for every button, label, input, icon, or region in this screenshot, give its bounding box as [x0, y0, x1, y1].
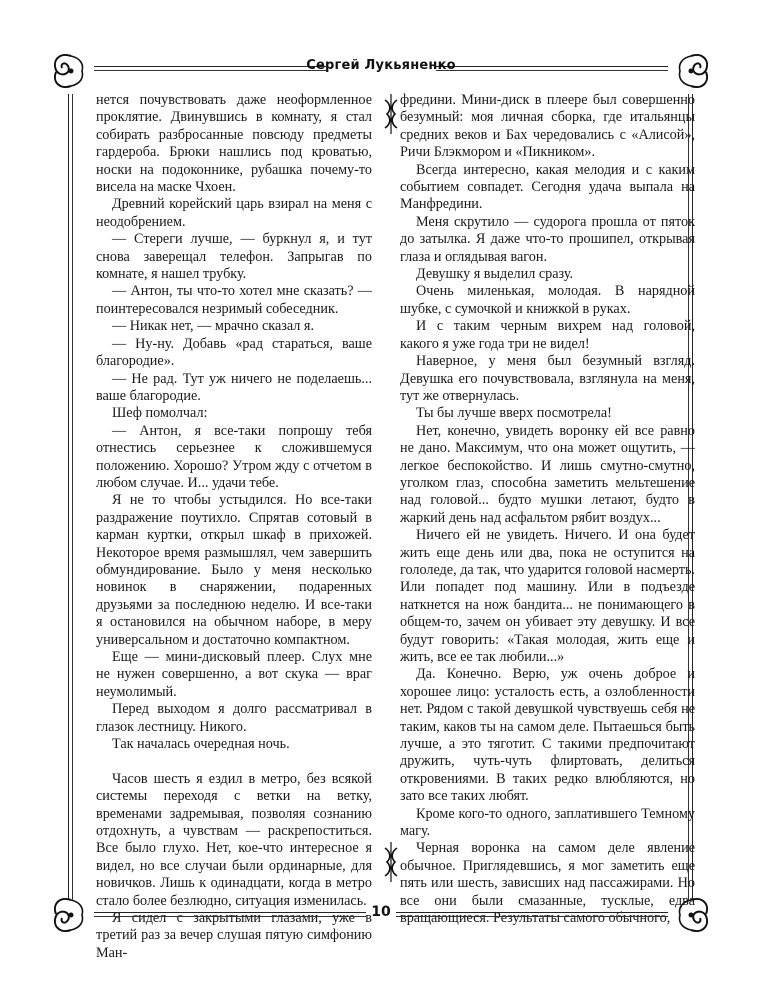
- paragraph: фредини. Мини-диск в плеере был совершенно безумный: моя личная сборка, где итальянцы средних веков и Бах чередовались с «Алисой», Ричи Блэкмором и «Пикником».: [400, 92, 695, 161]
- frame-line-left-thin: [72, 94, 73, 900]
- paragraph: — Ну-ну. Добавь «рад стараться, ваше благородие».: [96, 335, 372, 370]
- paragraph: Так началась очередная ночь.: [112, 736, 290, 753]
- paragraph: Я сидел с закрытыми глазами, уже в третий раз за вечер слушая пятую симфонию Ман-: [96, 910, 372, 961]
- paragraph: Всегда интересно, какая мелодия и с каким событием совпадет. Сегодня удача выпала на Манфредини.: [400, 161, 695, 213]
- paragraph: — Антон, я все-таки попрошу тебя отнестись серьезнее к сложившемуся положению. Хорошо? Утром жду с отчетом в любом случае. И... удачи тебе.: [96, 422, 372, 491]
- paragraph: Я не то чтобы устыдился. Но все-таки раздражение поутихло. Спрятав сотовый в карман куртки, открыл шкаф в прихожей. Некоторое время размышлял, чем завершить обмундирование. Было у меня несколько новинок в снаряжении, подаренных друзьями за последнюю неделю. И все-таки я остановился на обычном наборе, в меру универсальном и достаточно компактном.: [96, 492, 372, 648]
- paragraph: Девушку я выделил сразу.: [416, 266, 574, 283]
- section-break: [96, 753, 372, 770]
- page-number: 10: [371, 904, 391, 920]
- paragraph: Перед выходом я долго рассматривал в глазок лестницу. Никого.: [96, 701, 372, 735]
- paragraph: Часов шесть я ездил в метро, без всякой системы переходя с ветки на ветку, временами задремывая, позволяя сознанию отдохнуть, а чувствам — раскрепоститься. Все было глухо. Нет, кое-что интересное я видел, но все случаи были ординарные, для новичков. Лишь к одинадцати, когда в метро стало более безлюдно, ситуация изменилась.: [96, 770, 372, 909]
- paragraph: Еще — мини-дисковый плеер. Слух мне не нужен совершенно, а вот скука — враг неумолимый.: [96, 649, 372, 700]
- paragraph: — Никак нет, — мрачно сказал я.: [112, 318, 315, 335]
- paragraph: Наверное, у меня был безумный взгляд. Девушка его почувствовала, взглянула на меня, тут же отвернулась.: [400, 353, 695, 404]
- paragraph: Меня скрутило — судорога прошла от пяток до затылка. Я даже что-то прошипел, открывая глаза и оглядывая вагон.: [400, 213, 695, 265]
- paragraph: нется почувствовать даже неоформленное проклятие. Двинувшись в комнату, я стал собирать разбросанные повсюду предметы гардероба. Брюки нашлись под кроватью, носки на подоконнике, рубашка почему-то висела на маске Чхоен.: [96, 92, 372, 196]
- paragraph: Ничего ей не увидеть. Ничего. И она будет жить еще день или два, пока не оступится на гололеде, да так, что ударится головой насмерть. Или попадет под машину. Или в подъезде наткнется на нож бандита... не понимающего в общем-то, зачем он убивает эту девушку. И все будут говорить: «Такая молодая, жить еще и жить, все ее так любили...»: [400, 527, 695, 665]
- paragraph: — Не рад. Тут уж ничего не поделаешь... ваше благородие.: [96, 370, 372, 404]
- column-divider-ornament-bottom: [384, 842, 398, 882]
- paragraph: Древний корейский царь взирал на меня с неодобрением.: [96, 196, 372, 230]
- paragraph: — Стереги лучше, — буркнул я, и тут снова заверещал телефон. Запрыгав по комнате, я нашел трубку.: [96, 231, 372, 283]
- text-column-right: [400, 92, 695, 927]
- paragraph: Да. Конечно. Верю, уж очень доброе и хорошее лицо: усталость есть, а озлобленности нет. Рядом с такой девушкой чувствуешь себя не таким, каков ты на самом деле. Пытаешься быть лучше, а это тяготит. С такими предпочитают дружить, чуть-чуть флиртовать, делиться откровениями. В таких редко влюбляются, но зато все таких любят.: [400, 666, 695, 805]
- paragraph: — Антон, ты что-то хотел мне сказать? — поинтересовался незримый собеседник.: [96, 283, 372, 317]
- paragraph: Шеф помолчал:: [112, 405, 208, 422]
- paragraph: Нет, конечно, увидеть воронку ей все равно не дано. Максимум, что она может ощутить, — легкое беспокойство. И лишь смутно-смутно, уголком глаз, способна заметить мельтешение над головой... будто мушки летают, будто в жаркий день над асфальтом рябит воздух...: [400, 422, 695, 526]
- paragraph: Кроме кого-то одного, заплатившего Темному магу.: [400, 805, 695, 840]
- running-header-author: Сергей Лукьяненко: [306, 58, 456, 73]
- paragraph: Ты бы лучше вверх посмотрела!: [416, 405, 612, 422]
- frame-line-left: [68, 94, 69, 900]
- column-divider-ornament-top: [384, 94, 398, 134]
- paragraph: Черная воронка на самом деле явление обычное. Приглядевшись, я мог заметить еще пять или шесть, зависших над пассажирами. Но все они были смазанные, тусклые, едва вращающиеся. Результаты самого обычного,: [400, 840, 695, 927]
- paragraph: И с таким черным вихрем над головой, какого я уже года три не видел!: [400, 318, 695, 352]
- text-column-left: [96, 92, 372, 961]
- paragraph: Очень миленькая, молодая. В нарядной шубке, с сумочкой и книжкой в руках.: [400, 283, 695, 317]
